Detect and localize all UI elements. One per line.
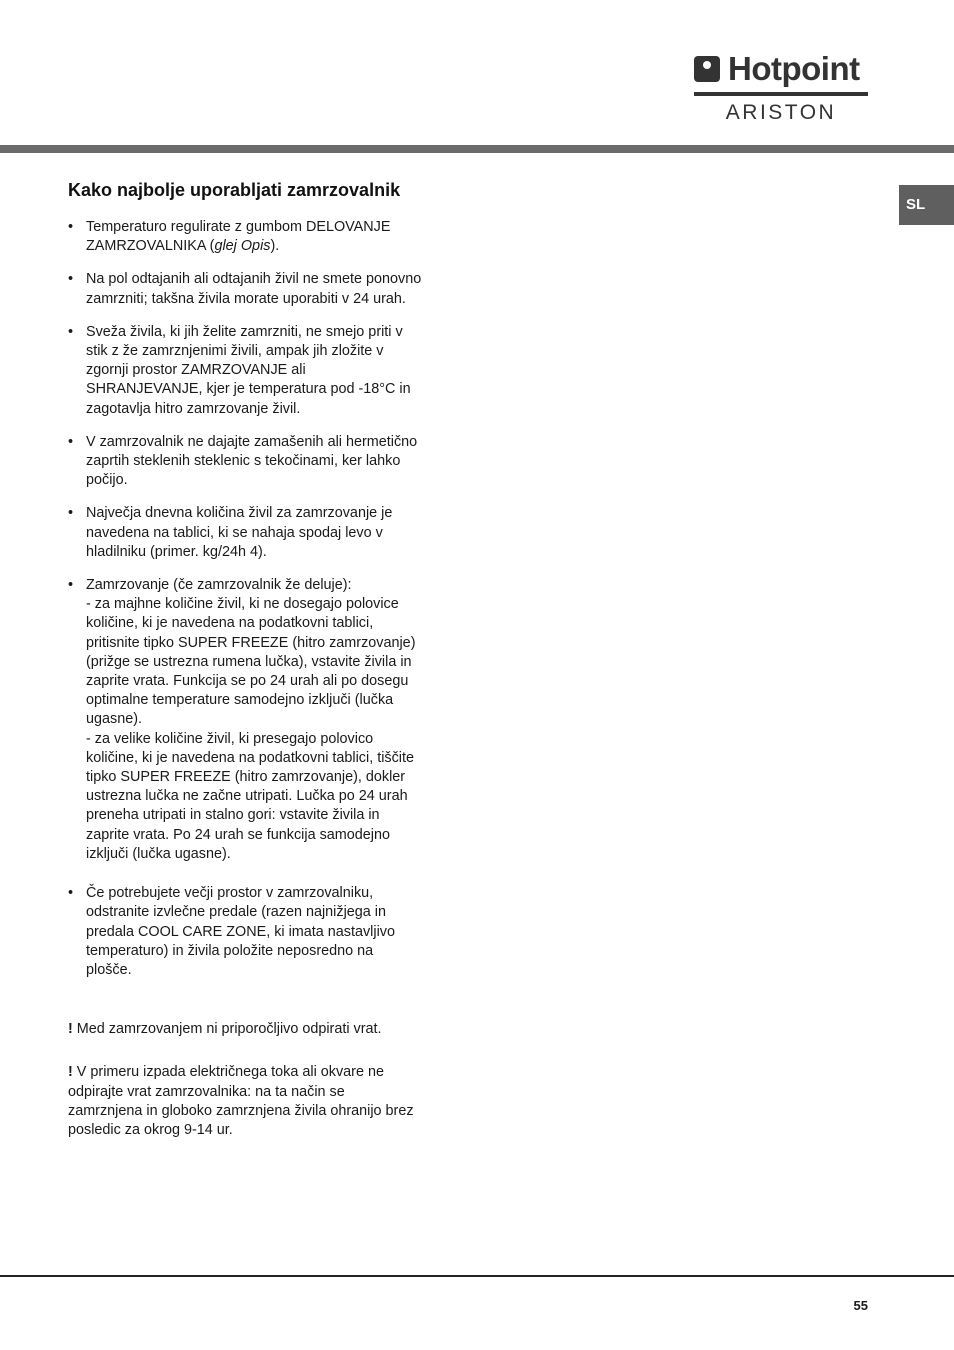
bullet-icon: •: [68, 271, 74, 288]
list-item-line: V zamrzovalnik ne dajajte zamašenih ali hermetično: [86, 433, 418, 450]
list-item-text: ZAMRZOVALNIKA (: [86, 238, 215, 255]
note-line: posledic za okrog 9-14 ur.: [68, 1121, 233, 1138]
list-item-line: zamrzniti; takšna živila morate uporabiti v 24 urah.: [86, 290, 406, 307]
list-item-line: stik z že zamrznjenimi živili, ampak jih zložite v: [86, 343, 384, 360]
list-item-line: ustrezna lučka ne začne utripati. Lučka po 24 urah: [86, 788, 408, 805]
note-line: [68, 1063, 458, 1082]
warning-notes: [68, 1020, 458, 1140]
list-item-line: pritisnite tipko SUPER FREEZE (hitro zamrzovanje): [86, 634, 416, 651]
hotpoint-ariston-logo: [694, 52, 868, 126]
list-item-line: hladilniku (primer. kg/24h 4).: [86, 543, 267, 560]
note-text: V primeru izpada električnega toka ali okvare ne: [76, 1064, 384, 1081]
list-item-line: navedena na tablici, ki se nahaja spodaj levo v: [86, 524, 383, 541]
list-item-line: temperaturo) in živila položite neposredno na: [86, 942, 374, 959]
warning-icon: !: [68, 1021, 73, 1038]
warning-icon: !: [68, 1064, 73, 1081]
list-item-line: Sveža živila, ki jih želite zamrzniti, ne smejo priti v: [86, 323, 403, 340]
cross-reference: glej Opis: [214, 238, 271, 255]
list-item: [68, 433, 458, 491]
list-item-line: Na pol odtajanih ali odtajanih živil ne smete ponovno: [86, 271, 422, 288]
list-item: [68, 323, 458, 419]
list-item-line: SHRANJEVANJE, kjer je temperatura pod -18°C in: [86, 381, 411, 398]
list-item-line: - za velike količine živil, ki presegajo polovico: [86, 730, 374, 747]
list-item-line: zaprite vrata. Funkcija se po 24 urah ali po dosegu: [86, 673, 409, 690]
list-item-line: ugasne).: [86, 711, 143, 728]
bullet-icon: •: [68, 433, 74, 450]
logo-divider: [694, 92, 868, 96]
page-number: 55: [853, 1298, 868, 1313]
list-item-line: Če potrebujete večji prostor v zamrzovalniku,: [86, 885, 374, 902]
logo-brand: Hotpoint: [728, 50, 860, 87]
list-item-line: količine, ki je navedena na podatkovni tablici, tiščite: [86, 749, 414, 766]
note-text: Med zamrzovanjem ni priporočljivo odpirati vrat.: [76, 1021, 382, 1038]
warning-note: [68, 1020, 458, 1039]
hotpoint-mark-icon: [694, 56, 720, 82]
list-item-line: (prižge se ustrezna rumena lučka), vstavite živila in: [86, 653, 412, 670]
list-item-line: zgornji prostor ZAMRZOVANJE ali: [86, 362, 306, 379]
list-item: [68, 504, 458, 562]
note-line: [68, 1020, 458, 1039]
list-item-line: odstranite izvlečne predale (razen najnižjega in: [86, 904, 386, 921]
list-item-line: optimalne temperature samodejno izklјuči (lučka: [86, 692, 394, 709]
list-item-line: - za majhne količine živil, ki ne dosegajo polovice: [86, 596, 399, 613]
list-item-line: zagotavlja hitro zamrzovanje živil.: [86, 400, 301, 417]
list-item-line: zaprtih steklenih steklenic s tekočinami, ker lahko: [86, 453, 401, 470]
list-item-text: ).: [270, 238, 280, 255]
list-item-line: izključi (lučka ugasne).: [86, 845, 231, 862]
page-title: Kako najbolje uporabljati zamrzovalnik: [68, 180, 401, 200]
footer-rule: [0, 1275, 954, 1277]
list-item-line: Največja dnevna količina živil za zamrzovanje je: [86, 505, 393, 522]
list-item-line: Zamrzovanje (če zamrzovalnik že deluje):: [86, 577, 352, 594]
list-item-line: počijo.: [86, 472, 128, 489]
bullet-icon: •: [68, 505, 74, 522]
bullet-icon: •: [68, 885, 74, 902]
list-item-line: preneha utripati in stalno gori: vstavite živila in: [86, 807, 380, 824]
language-tab: SL: [899, 185, 954, 225]
list-item-line: zaprite vrata. Po 24 urah se funkcija samodejno: [86, 826, 390, 843]
bullet-icon: •: [68, 323, 74, 340]
list-item-line: predala COOL CARE ZONE, ki imata nastavljivo: [86, 923, 395, 940]
bullet-icon: •: [68, 577, 74, 594]
note-line: zamrznjena in globoko zamrznjena živila ohranijo brez: [68, 1102, 414, 1119]
list-item-line: količine, ki je navedena na podatkovni tablici,: [86, 615, 374, 632]
list-item-line: [86, 237, 458, 256]
warning-note: [68, 1063, 458, 1140]
header-bar: [0, 145, 954, 153]
list-item-line: Temperaturo regulirate z gumbom DELOVANJE: [86, 219, 391, 235]
list-item: [68, 576, 458, 864]
bullet-icon: •: [68, 219, 74, 235]
tips-list: [68, 218, 458, 980]
logo-sub: ARISTON: [725, 101, 837, 124]
main-content: [68, 178, 458, 1164]
list-item: [68, 270, 458, 308]
list-item: [68, 218, 458, 256]
list-item-line: tipko SUPER FREEZE (hitro zamrzovanje), dokler: [86, 769, 406, 786]
list-item: [68, 884, 458, 980]
logo-top-row: [694, 52, 860, 86]
list-item-line: plošče.: [86, 961, 132, 978]
note-line: odpirajte vrat zamrzovalnika: na ta način se: [68, 1083, 345, 1100]
